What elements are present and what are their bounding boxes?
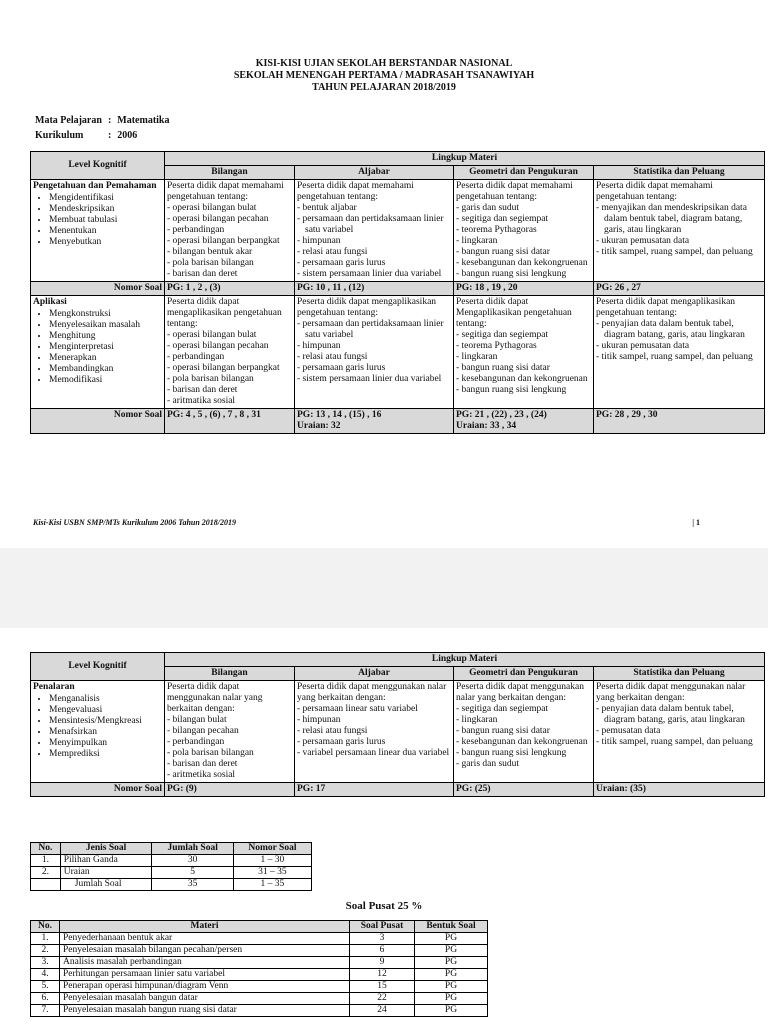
- table-cell: PG: [415, 969, 488, 981]
- table-row: [31, 993, 488, 1005]
- scope-cell: [454, 180, 594, 282]
- cell-items: [297, 203, 451, 280]
- cell-item: - lingkaran: [456, 352, 591, 363]
- cell-item: - titik sampel, ruang sampel, dan peluang: [596, 352, 762, 363]
- cell-items: [167, 203, 292, 280]
- cell-item: - menyajikan dan mendeskripsikan data dalam bentuk tabel, diagram batang, garis, atau lingkaran: [596, 203, 762, 236]
- nomor-row: [31, 409, 765, 434]
- cell-item: - operasi bilangan pecahan: [167, 341, 292, 352]
- nomor-value: PG: 10 , 11 , (12): [295, 282, 454, 296]
- level-header: Level Kognitif: [31, 653, 165, 681]
- cell-item: - variabel persamaan linear dua variabel: [297, 748, 451, 759]
- table-row: [31, 296, 765, 409]
- scope-cell: [295, 180, 454, 282]
- cell-item: - aritmetika sosial: [167, 770, 292, 781]
- cell-item: - barisan dan deret: [167, 759, 292, 770]
- cell-item: - penyajian data dalam bentuk tabel, diagram batang, garis, atau lingkaran: [596, 319, 762, 341]
- curriculum-value: 2006: [117, 130, 138, 141]
- cell-item: - pemusatan data: [596, 726, 762, 737]
- cell-item: - operasi bilangan bulat: [167, 203, 292, 214]
- cell-items: [456, 704, 591, 770]
- level-cell: [31, 681, 165, 783]
- table-cell: Penerapan operasi himpunan/diagram Venn: [60, 981, 350, 993]
- table-cell: 1 – 30: [233, 855, 311, 867]
- table-cell: PG: [415, 981, 488, 993]
- level-bullet: • Mengidentifikasi: [49, 193, 162, 204]
- cell-item: - operasi bilangan berpangkat: [167, 236, 292, 247]
- cell-item: - barisan dan deret: [167, 269, 292, 280]
- total-cell: Jumlah Soal: [60, 879, 152, 891]
- level-bullet: • Menyebutkan: [49, 237, 162, 248]
- cell-item: - persamaan linear satu variabel: [297, 704, 451, 715]
- table-cell: Perhitungan persamaan linier satu variabel: [60, 969, 350, 981]
- cell-items: [456, 203, 591, 280]
- cell-item: - bangun ruang sisi lengkung: [456, 269, 591, 280]
- cell-intro: Peserta didik dapat menggunakan nalar yang berkaitan dengan:: [167, 682, 263, 714]
- table-cell: PG: [415, 945, 488, 957]
- level-bullet: • Membandingkan: [49, 364, 162, 375]
- total-row: [31, 879, 312, 891]
- cell-item: - himpunan: [297, 341, 451, 352]
- page-footer: [33, 518, 733, 527]
- nomor-value: Uraian: (35): [594, 783, 765, 797]
- col-bilangan: Bilangan: [165, 166, 295, 180]
- table-cell: 12: [350, 969, 415, 981]
- scope-header: Lingkup Materi: [165, 152, 765, 166]
- jenis-col-no: No.: [31, 843, 61, 855]
- cell-item: - ukuran pemusatan data: [596, 236, 762, 247]
- table-cell: 22: [350, 993, 415, 1005]
- cell-item: - garis dan sudut: [456, 203, 591, 214]
- cell-intro: Peserta didik dapat mengaplikasikan pengetahuan tentang:: [596, 297, 736, 318]
- cell-intro: Peserta didik dapat memahami pengetahuan tentang:: [167, 181, 284, 202]
- cell-item: - operasi bilangan berpangkat: [167, 363, 292, 374]
- total-cell: 35: [152, 879, 233, 891]
- level-bullet: • Menganalisis: [49, 694, 162, 705]
- cell-item: - ukuran pemusatan data: [596, 341, 762, 352]
- soal-pusat-title: Soal Pusat 25 %: [345, 900, 423, 912]
- table-cell: 4.: [31, 969, 60, 981]
- cell-item: - bangun ruang sisi lengkung: [456, 385, 591, 396]
- table-cell: 6: [350, 945, 415, 957]
- cell-item: - sistem persamaan linier dua variabel: [297, 374, 451, 385]
- cell-item: - persamaan garis lurus: [297, 258, 451, 269]
- level-bullet: • Mengkonstruksi: [49, 309, 162, 320]
- nomor-value: PG: (25): [454, 783, 594, 797]
- table-cell: 3.: [31, 957, 60, 969]
- jenis-col-jumlah: Jumlah Soal: [152, 843, 233, 855]
- cell-item: - sistem persamaan linier dua variabel: [297, 269, 451, 280]
- table-cell: 6.: [31, 993, 60, 1005]
- cell-item: - pola barisan bilangan: [167, 258, 292, 269]
- doc-title-line-3: TAHUN PELAJARAN 2018/2019: [312, 82, 456, 93]
- footer-text: Kisi-Kisi USBN SMP/MTs Kurikulum 2006 Tahun 2018/2019: [33, 518, 237, 527]
- nomor-label: Nomor Soal: [31, 783, 165, 797]
- cell-items: [596, 319, 762, 363]
- nomor-value: PG: 17: [295, 783, 454, 797]
- cell-intro: Peserta didik dapat menggunakan nalar yang berkaitan dengan:: [596, 682, 746, 703]
- level-bullets: [33, 193, 162, 248]
- kisi-table-page-2: [30, 652, 765, 797]
- table-cell: 2.: [31, 945, 60, 957]
- pusat-col-bentuk: Bentuk Soal: [415, 921, 488, 933]
- total-cell: 1 – 35: [233, 879, 311, 891]
- cell-item: - bentuk aljabar: [297, 203, 451, 214]
- cell-item: - operasi bilangan bulat: [167, 330, 292, 341]
- cell-item: - aritmatika sosial: [167, 396, 292, 407]
- table-row: [31, 867, 312, 879]
- curriculum-label: Kurikulum: [35, 130, 84, 141]
- page-number: | 1: [692, 518, 700, 527]
- cell-item: - himpunan: [297, 236, 451, 247]
- cell-item: - segitiga dan segiempat: [456, 704, 591, 715]
- subject-label: Mata Pelajaran: [35, 115, 102, 126]
- cell-item: - titik sampel, ruang sampel, dan peluang: [596, 247, 762, 258]
- cell-item: - teorema Pythagoras: [456, 341, 591, 352]
- table-row: [31, 957, 488, 969]
- nomor-value: PG: 21 , (22) , 23 , (24) Uraian: 33 , 34: [454, 409, 594, 434]
- nomor-value: PG: 26 , 27: [594, 282, 765, 296]
- table-cell: 30: [152, 855, 233, 867]
- cell-item: - kesebangunan dan kekongruenan: [456, 737, 591, 748]
- scope-cell: [594, 681, 765, 783]
- cell-item: - perbandingan: [167, 225, 292, 236]
- table-cell: PG: [415, 993, 488, 1005]
- table-row: [31, 981, 488, 993]
- table-cell: 24: [350, 1005, 415, 1017]
- cell-item: - bangun ruang sisi datar: [456, 726, 591, 737]
- total-cell: [31, 879, 61, 891]
- table-cell: Pilihan Ganda: [60, 855, 152, 867]
- cell-item: - bilangan bentuk akar: [167, 247, 292, 258]
- cell-intro: Peserta didik dapat Mengaplikasikan pengetahuan tentang:: [456, 297, 572, 329]
- nomor-value: PG: 18 , 19 , 20: [454, 282, 594, 296]
- level-cell: [31, 180, 165, 282]
- doc-title-line-2: SEKOLAH MENENGAH PERTAMA / MADRASAH TSANAWIYAH: [233, 70, 535, 81]
- level-title: Pengetahuan dan Pemahaman: [33, 181, 157, 191]
- scope-cell: [454, 296, 594, 409]
- kisi-table-page-1: [30, 151, 765, 434]
- jenis-col-jenis: Jenis Soal: [60, 843, 152, 855]
- table-cell: 1.: [31, 855, 61, 867]
- level-bullet: • Menginterpretasi: [49, 342, 162, 353]
- cell-item: - kesebangunan dan kekongruenan: [456, 258, 591, 269]
- level-bullet: • Mensintesis/Mengkreasi: [49, 716, 162, 727]
- col-statistika: Statistika dan Peluang: [594, 667, 765, 681]
- cell-intro: Peserta didik dapat memahami pengetahuan tentang:: [596, 181, 713, 202]
- level-bullet: • Menafsirkan: [49, 727, 162, 738]
- cell-intro: Peserta didik dapat mengaplikasikan pengetahuan tentang:: [167, 297, 282, 329]
- nomor-label: Nomor Soal: [31, 282, 165, 296]
- table-row: [31, 855, 312, 867]
- cell-items: [297, 319, 451, 385]
- page-2: [0, 628, 768, 1028]
- cell-intro: Peserta didik dapat menggunakan nalar yang berkaitan dengan:: [297, 682, 447, 703]
- cell-item: - garis dan sudut: [456, 759, 591, 770]
- cell-item: - bilangan pecahan: [167, 726, 292, 737]
- col-aljabar: Aljabar: [295, 166, 454, 180]
- level-bullets: [33, 309, 162, 386]
- table-cell: Penyelesaian masalah bangun datar: [60, 993, 350, 1005]
- level-title: Aplikasi: [33, 297, 67, 307]
- cell-item: - penyajian data dalam bentuk tabel, diagram batang, garis, atau lingkaran: [596, 704, 762, 726]
- cell-items: [297, 704, 451, 759]
- table-cell: 3: [350, 933, 415, 945]
- nomor-value: PG: (9): [165, 783, 295, 797]
- nomor-value: PG: 1 , 2 , (3): [165, 282, 295, 296]
- cell-item: - kesebangunan dan kekongruenan: [456, 374, 591, 385]
- table-cell: 7.: [31, 1005, 60, 1017]
- level-bullet: • Mendeskripsikan: [49, 204, 162, 215]
- col-bilangan: Bilangan: [165, 667, 295, 681]
- cell-item: - pola barisan bilangan: [167, 748, 292, 759]
- cell-item: - segitiga dan segiempat: [456, 214, 591, 225]
- level-bullet: • Membuat tabulasi: [49, 215, 162, 226]
- meta-info: Mata Pelajaran : Matematika Kurikulum : 2006: [33, 112, 176, 144]
- nomor-value: PG: 28 , 29 , 30: [594, 409, 765, 434]
- cell-item: - bangun ruang sisi datar: [456, 247, 591, 258]
- table-row: [31, 945, 488, 957]
- cell-item: - relasi atau fungsi: [297, 247, 451, 258]
- pusat-col-soal: Soal Pusat: [350, 921, 415, 933]
- cell-item: - operasi bilangan pecahan: [167, 214, 292, 225]
- jenis-col-nomor: Nomor Soal: [233, 843, 311, 855]
- level-title: Penalaran: [33, 682, 75, 692]
- table-cell: Penyelesaian masalah bilangan pecahan/persen: [60, 945, 350, 957]
- scope-cell: [454, 681, 594, 783]
- level-bullets: [33, 694, 162, 760]
- level-bullet: • Menentukan: [49, 226, 162, 237]
- nomor-row: [31, 282, 765, 296]
- table-cell: Analisis masalah perbandingan: [60, 957, 350, 969]
- cell-items: [596, 203, 762, 258]
- level-bullet: • Memprediksi: [49, 749, 162, 760]
- level-bullet: • Memodifikasi: [49, 375, 162, 386]
- table-cell: Penyederhanaan bentuk akar: [60, 933, 350, 945]
- cell-item: - bangun ruang sisi datar: [456, 363, 591, 374]
- table-cell: PG: [415, 1005, 488, 1017]
- cell-item: - lingkaran: [456, 715, 591, 726]
- scope-cell: [165, 180, 295, 282]
- nomor-label: Nomor Soal: [31, 409, 165, 434]
- level-bullet: • Mengevaluasi: [49, 705, 162, 716]
- table-cell: 9: [350, 957, 415, 969]
- doc-title-line-1: KISI-KISI UJIAN SEKOLAH BERSTANDAR NASIONAL: [255, 58, 513, 69]
- cell-item: - himpunan: [297, 715, 451, 726]
- level-bullet: • Menerapkan: [49, 353, 162, 364]
- cell-item: - teorema Pythagoras: [456, 225, 591, 236]
- table-cell: PG: [415, 933, 488, 945]
- level-bullet: • Menyimpulkan: [49, 738, 162, 749]
- cell-item: - barisan dan deret: [167, 385, 292, 396]
- cell-items: [167, 330, 292, 407]
- table-row: [31, 681, 765, 783]
- cell-item: - persamaan garis lurus: [297, 737, 451, 748]
- col-aljabar: Aljabar: [295, 667, 454, 681]
- cell-intro: Peserta didik dapat menggunakan nalar yang berkaitan dengan:: [456, 682, 584, 703]
- scope-cell: [295, 296, 454, 409]
- pusat-col-no: No.: [31, 921, 60, 933]
- cell-item: - relasi atau fungsi: [297, 352, 451, 363]
- table-row: [31, 1005, 488, 1017]
- table-cell: Penyelesaian masalah bangun ruang sisi datar: [60, 1005, 350, 1017]
- table-row: [31, 969, 488, 981]
- table-cell: 15: [350, 981, 415, 993]
- scope-cell: [295, 681, 454, 783]
- table-cell: 1.: [31, 933, 60, 945]
- table-cell: 2.: [31, 867, 61, 879]
- soal-pusat-table: [30, 920, 488, 1017]
- cell-item: - bilangan bulat: [167, 715, 292, 726]
- scope-header: Lingkup Materi: [165, 653, 765, 667]
- cell-item: - bangun ruang sisi lengkung: [456, 748, 591, 759]
- cell-item: - relasi atau fungsi: [297, 726, 451, 737]
- col-statistika: Statistika dan Peluang: [594, 166, 765, 180]
- nomor-value: PG: 4 , 5 , (6) , 7 , 8 , 31: [165, 409, 295, 434]
- table-row: [31, 933, 488, 945]
- scope-cell: [165, 296, 295, 409]
- cell-items: [167, 715, 292, 781]
- level-bullet: • Menyelesaikan masalah: [49, 320, 162, 331]
- nomor-row: [31, 783, 765, 797]
- col-geometri: Geometri dan Pengukuran: [454, 166, 594, 180]
- level-cell: [31, 296, 165, 409]
- cell-item: - segitiga dan segiempat: [456, 330, 591, 341]
- table-cell: 31 – 35: [233, 867, 311, 879]
- subject-value: Matematika: [117, 115, 170, 126]
- table-cell: 5: [152, 867, 233, 879]
- cell-item: - lingkaran: [456, 236, 591, 247]
- cell-intro: Peserta didik dapat mengaplikasikan pengetahuan tentang:: [297, 297, 437, 318]
- table-row: [31, 180, 765, 282]
- table-cell: PG: [415, 957, 488, 969]
- cell-items: [456, 330, 591, 396]
- cell-item: - titik sampel, ruang sampel, dan peluang: [596, 737, 762, 748]
- level-header: Level Kognitif: [31, 152, 165, 180]
- col-geometri: Geometri dan Pengukuran: [454, 667, 594, 681]
- cell-item: - persamaan dan pertidaksamaan linier satu variabel: [297, 319, 451, 341]
- table-cell: 5.: [31, 981, 60, 993]
- cell-intro: Peserta didik dapat memahami pengetahuan tentang:: [297, 181, 414, 202]
- cell-items: [596, 704, 762, 748]
- level-bullet: • Menghitung: [49, 331, 162, 342]
- cell-intro: Peserta didik dapat memahami pengetahuan tentang:: [456, 181, 573, 202]
- cell-item: - pola barisan bilangan: [167, 374, 292, 385]
- jenis-soal-table: [30, 842, 312, 891]
- cell-item: - persamaan dan pertidaksamaan linier satu variabel: [297, 214, 451, 236]
- pusat-col-materi: Materi: [60, 921, 350, 933]
- table-cell: Uraian: [60, 867, 152, 879]
- cell-item: - perbandingan: [167, 737, 292, 748]
- cell-item: - perbandingan: [167, 352, 292, 363]
- scope-cell: [594, 180, 765, 282]
- nomor-value: PG: 13 , 14 , (15) , 16 Uraian: 32: [295, 409, 454, 434]
- cell-item: - persamaan garis lurus: [297, 363, 451, 374]
- scope-cell: [594, 296, 765, 409]
- scope-cell: [165, 681, 295, 783]
